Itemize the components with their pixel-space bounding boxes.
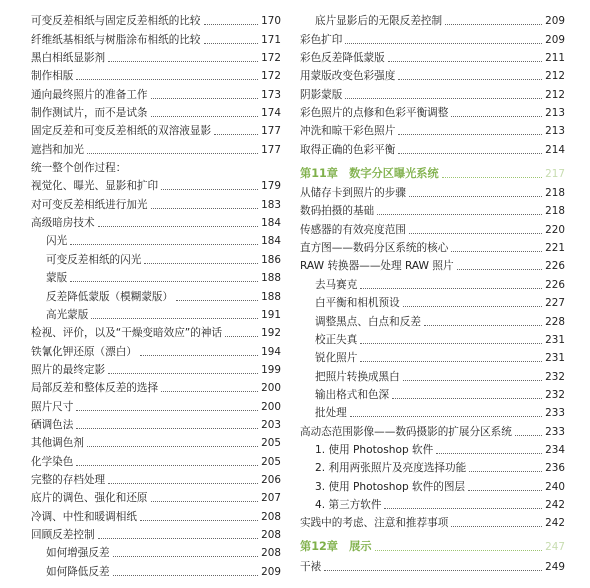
page-number: 209: [545, 33, 565, 46]
entry-title: 纤维纸基相纸与树脂涂布相纸的比较: [31, 33, 201, 46]
page-number: 242: [545, 517, 565, 530]
dot-leader: [324, 570, 542, 571]
toc-entry: [31, 395, 281, 413]
toc-entry: [300, 402, 565, 420]
toc-chapter-heading: [300, 533, 565, 554]
dot-leader: [161, 391, 258, 392]
dot-leader: [451, 251, 542, 252]
entry-title: 铁氰化钾还原（漂白）: [31, 345, 137, 358]
entry-title: 完整的存档处理: [31, 473, 106, 486]
page-number: 186: [261, 253, 281, 266]
toc-entry: [31, 157, 281, 175]
toc-entry: [31, 322, 281, 340]
toc-entry: [31, 47, 281, 65]
entry-title: 检视、评价，以及“干燥变暗效应”的神话: [31, 327, 223, 340]
toc-entry: [300, 365, 565, 383]
dot-leader: [403, 380, 542, 381]
entry-title: 硒调色法: [31, 418, 74, 431]
page-number: 177: [261, 143, 281, 156]
page-number: 226: [545, 278, 565, 291]
entry-title: 可变反差相纸的闪光: [46, 253, 142, 266]
page-number: 208: [261, 547, 281, 560]
page-number: 208: [261, 528, 281, 541]
dot-leader: [392, 398, 542, 399]
page-number: 220: [545, 223, 565, 236]
entry-title: 通向最终照片的准备工作: [31, 88, 148, 101]
entry-title: 化学染色: [31, 455, 74, 468]
dot-leader: [451, 116, 542, 117]
toc-entry: [31, 120, 281, 138]
page-number: 184: [261, 235, 281, 248]
page-number: 227: [545, 297, 565, 310]
toc-entry: [300, 420, 565, 438]
toc-entry: [300, 475, 565, 493]
dot-leader: [151, 208, 259, 209]
toc-entry: [31, 359, 281, 377]
toc-entry: [300, 83, 565, 101]
page-number: 208: [261, 510, 281, 523]
toc-entry: [300, 102, 565, 120]
page-number: 203: [261, 418, 281, 431]
page-number: 218: [545, 205, 565, 218]
toc-entry: [31, 175, 281, 193]
page-number: 184: [261, 217, 281, 230]
page-number: 240: [545, 480, 565, 493]
entry-title: 3. 使用 Photoshop 软件的图层: [315, 480, 466, 493]
toc-entry: [31, 83, 281, 101]
toc-entry: [31, 304, 281, 322]
entry-title: 用蒙版改变色彩强度: [300, 70, 396, 83]
dot-leader: [442, 177, 543, 178]
toc-entry: [300, 310, 565, 328]
page-number: 232: [545, 388, 565, 401]
entry-title: 制作相版: [31, 70, 74, 83]
dot-leader: [403, 306, 542, 307]
dot-leader: [469, 471, 542, 472]
dot-leader: [76, 428, 258, 429]
toc-entry: [300, 439, 565, 457]
page-number: 173: [261, 88, 281, 101]
entry-title: 局部反差和整体反差的选择: [31, 382, 159, 395]
dot-leader: [70, 244, 258, 245]
page-number: 226: [545, 260, 565, 273]
toc-entry: [31, 414, 281, 432]
toc-entry: [300, 329, 565, 347]
dot-leader: [377, 214, 542, 215]
entry-title: 2. 利用两张照片及亮度选择功能: [315, 462, 467, 475]
dot-leader: [445, 24, 542, 25]
entry-title: 校正失真: [315, 333, 358, 346]
toc-entry: [31, 28, 281, 46]
page-number: 247: [545, 541, 565, 554]
entry-title: 1. 使用 Photoshop 软件: [315, 443, 434, 456]
toc-entry: [31, 432, 281, 450]
page-number: 234: [545, 443, 565, 456]
dot-leader: [151, 98, 259, 99]
page-number: 233: [545, 407, 565, 420]
entry-title: 4. 第三方软件: [315, 498, 382, 511]
page-number: 213: [545, 107, 565, 120]
dot-leader: [225, 336, 258, 337]
page-number: 177: [261, 125, 281, 138]
entry-title: 固定反差和可变反差相纸的双溶液显影: [31, 125, 212, 138]
toc-entry: [31, 450, 281, 468]
toc-entry: [31, 230, 281, 248]
entry-title: 实践中的考虑、注意和推荐事项: [300, 517, 449, 530]
dot-leader: [113, 556, 259, 557]
entry-title: 冷调、中性和暖调相纸: [31, 510, 137, 523]
entry-title: 可变反差相纸与固定反差相纸的比较: [31, 15, 201, 28]
dot-leader: [204, 43, 259, 44]
entry-title: 回顾反差控制: [31, 528, 95, 541]
page-number: 209: [545, 15, 565, 28]
dot-leader: [214, 134, 258, 135]
page-number: 191: [261, 308, 281, 321]
toc-entry: [300, 182, 565, 200]
toc-entry: [300, 47, 565, 65]
dot-leader: [468, 490, 542, 491]
dot-leader: [409, 196, 542, 197]
toc-entry: [31, 285, 281, 303]
page-number: 231: [545, 352, 565, 365]
chapter-title: 第12章 展示: [300, 540, 372, 554]
dot-leader: [76, 79, 258, 80]
page-number: 205: [261, 437, 281, 450]
page-number: 205: [261, 455, 281, 468]
toc-entry: [31, 487, 281, 505]
entry-title: 照片的最终定影: [31, 363, 106, 376]
dot-leader: [151, 501, 259, 502]
toc-entry: [300, 255, 565, 273]
entry-title: 白平衡和相机预设: [315, 297, 400, 310]
page-number: 170: [261, 15, 281, 28]
page-number: 194: [261, 345, 281, 358]
dot-leader: [70, 281, 258, 282]
dot-leader: [457, 269, 543, 270]
page-number: 228: [545, 315, 565, 328]
entry-title: 统一整个创作过程：: [31, 162, 127, 175]
entry-title: 制作测试片，而不是试条: [31, 107, 148, 120]
entry-title: 批处理: [315, 407, 347, 420]
page-number: 207: [261, 492, 281, 505]
toc-right-column: [300, 10, 565, 574]
entry-title: 蒙版: [46, 272, 68, 285]
toc-entry: [31, 560, 281, 578]
dot-leader: [398, 153, 542, 154]
toc-entry: [300, 65, 565, 83]
dot-leader: [108, 483, 258, 484]
entry-title: 传感器的有效亮度范围: [300, 223, 406, 236]
toc-entry: [300, 218, 565, 236]
dot-leader: [345, 43, 542, 44]
page-number: 174: [261, 107, 281, 120]
entry-title: 高级暗房技术: [31, 217, 95, 230]
toc-entry: [31, 248, 281, 266]
dot-leader: [98, 226, 259, 227]
dot-leader: [87, 446, 258, 447]
toc-entry: [31, 65, 281, 83]
dot-leader: [108, 61, 258, 62]
dot-leader: [345, 98, 542, 99]
entry-title: 输出格式和色深: [315, 388, 390, 401]
page-number: 211: [545, 52, 565, 65]
toc-entry: [31, 102, 281, 120]
dot-leader: [140, 355, 258, 356]
toc-entry: [31, 505, 281, 523]
dot-leader: [76, 465, 258, 466]
page-number: 192: [261, 327, 281, 340]
entry-title: 反差降低蒙版（模糊蒙版）: [46, 290, 174, 303]
entry-title: 底片显影后的无限反差控制: [315, 15, 443, 28]
page-number: 218: [545, 187, 565, 200]
toc-entry: [300, 120, 565, 138]
toc-entry: [31, 524, 281, 542]
toc-entry: [300, 237, 565, 255]
dot-leader: [176, 300, 258, 301]
entry-title: 如何增强反差: [46, 547, 110, 560]
dot-leader: [388, 61, 542, 62]
entry-title: 黑白相纸显影剂: [31, 52, 106, 65]
toc-entry: [31, 10, 281, 28]
entry-title: 直方图——数码分区系统的核心: [300, 242, 449, 255]
entry-title: 彩色反差降低蒙版: [300, 52, 385, 65]
page-number: 172: [261, 70, 281, 83]
toc-chapter-heading: [300, 160, 565, 181]
page-number: 242: [545, 498, 565, 511]
entry-title: 底片的调色、强化和还原: [31, 492, 148, 505]
dot-leader: [398, 134, 542, 135]
dot-leader: [515, 435, 542, 436]
toc-entry: [31, 138, 281, 156]
page-number: 200: [261, 400, 281, 413]
toc-entry: [31, 542, 281, 560]
page-number: 221: [545, 242, 565, 255]
entry-title: 高光蒙版: [46, 308, 89, 321]
toc-entry: [300, 457, 565, 475]
dot-leader: [91, 318, 258, 319]
entry-title: 彩色照片的点修和色彩平衡调整: [300, 107, 449, 120]
page-number: 213: [545, 125, 565, 138]
entry-title: 取得正确的色彩平衡: [300, 143, 396, 156]
page-number: 217: [545, 167, 565, 180]
toc-entry: [31, 377, 281, 395]
entry-title: 从储存卡到照片的步骤: [300, 187, 406, 200]
toc-entry: [31, 469, 281, 487]
entry-title: 其他调色剂: [31, 437, 84, 450]
toc-entry: [31, 340, 281, 358]
page-number: 200: [261, 382, 281, 395]
page-number: 236: [545, 462, 565, 475]
page-number: 212: [545, 70, 565, 83]
dot-leader: [76, 410, 258, 411]
toc-entry: [31, 267, 281, 285]
page-number: 171: [261, 33, 281, 46]
toc-entry: [300, 512, 565, 530]
chapter-title: 第11章 数字分区曝光系统: [300, 166, 439, 180]
toc-entry: [300, 28, 565, 46]
page-number: 183: [261, 198, 281, 211]
page-number: 188: [261, 272, 281, 285]
entry-title: 彩色扩印: [300, 33, 343, 46]
entry-title: 调整黑点、白点和反差: [315, 315, 421, 328]
toc-entry: [300, 384, 565, 402]
dot-leader: [409, 233, 542, 234]
page-number: 206: [261, 473, 281, 486]
dot-leader: [161, 189, 258, 190]
dot-leader: [451, 526, 542, 527]
entry-title: 视觉化、曝光、显影和扩印: [31, 180, 159, 193]
dot-leader: [108, 373, 258, 374]
dot-leader: [360, 361, 542, 362]
toc-entry: [31, 212, 281, 230]
page-number: 233: [545, 425, 565, 438]
dot-leader: [113, 575, 259, 576]
entry-title: 阴影蒙版: [300, 88, 343, 101]
toc-left-column: [31, 10, 281, 579]
toc-entry: [300, 347, 565, 365]
entry-title: 闪光: [46, 235, 68, 248]
entry-title: 冲洗和晾干彩色照片: [300, 125, 396, 138]
entry-title: 高动态范围影像——数码摄影的扩展分区系统: [300, 425, 512, 438]
page-number: 188: [261, 290, 281, 303]
dot-leader: [424, 325, 542, 326]
page-number: 209: [261, 565, 281, 578]
toc-entry: [300, 138, 565, 156]
dot-leader: [87, 153, 258, 154]
dot-leader: [151, 116, 259, 117]
dot-leader: [398, 79, 542, 80]
dot-leader: [360, 343, 542, 344]
entry-title: 干裱: [300, 560, 322, 573]
entry-title: 把照片转换成黑白: [315, 370, 400, 383]
entry-title: RAW 转换器——处理 RAW 照片: [300, 260, 454, 273]
entry-title: 去马赛克: [315, 278, 358, 291]
toc-entry: [300, 10, 565, 28]
page-number: 212: [545, 88, 565, 101]
page-number: 249: [545, 560, 565, 573]
dot-leader: [384, 508, 542, 509]
page-number: 172: [261, 52, 281, 65]
toc-entry: [300, 555, 565, 573]
toc-entry: [31, 193, 281, 211]
toc-entry: [300, 292, 565, 310]
page-number: 179: [261, 180, 281, 193]
entry-title: 数码拍摄的基础: [300, 205, 375, 218]
dot-leader: [204, 24, 259, 25]
toc-entry: [300, 200, 565, 218]
entry-title: 对可变反差相纸进行加光: [31, 198, 148, 211]
dot-leader: [350, 416, 542, 417]
dot-leader: [98, 538, 259, 539]
dot-leader: [436, 453, 542, 454]
entry-title: 锐化照片: [315, 352, 358, 365]
dot-leader: [375, 550, 543, 551]
page-number: 231: [545, 333, 565, 346]
dot-leader: [360, 288, 542, 289]
dot-leader: [144, 263, 258, 264]
page-number: 214: [545, 143, 565, 156]
entry-title: 如何降低反差: [46, 565, 110, 578]
entry-title: 遮挡和加光: [31, 143, 84, 156]
page-number: 199: [261, 363, 281, 376]
page-number: 232: [545, 370, 565, 383]
toc-entry: [300, 494, 565, 512]
toc-entry: [300, 273, 565, 291]
dot-leader: [140, 520, 258, 521]
entry-title: 照片尺寸: [31, 400, 74, 413]
